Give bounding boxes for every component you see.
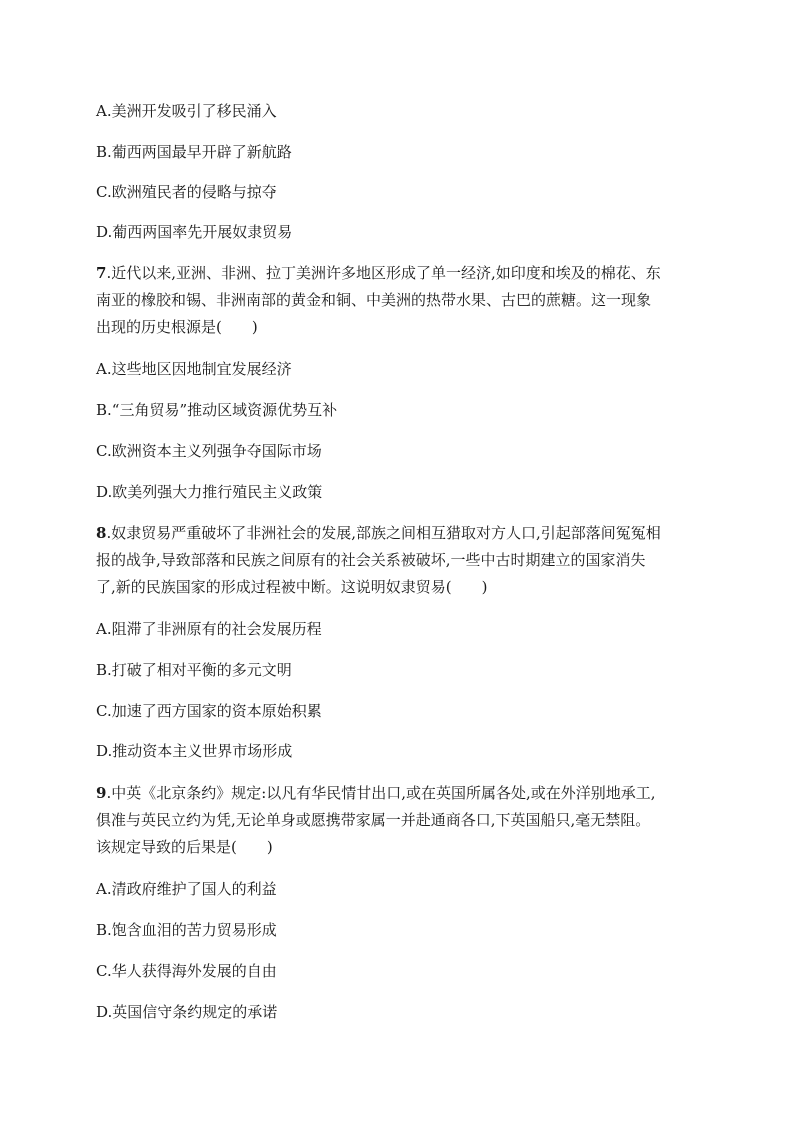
q6-option-b: B.葡西两国最早开辟了新航路 [96, 143, 292, 161]
q6-option-d: D.葡西两国率先开展奴隶贸易 [96, 223, 293, 241]
q6-option-a: A.美洲开发吸引了移民涌入 [96, 102, 277, 120]
q7-stem-line2: 南亚的橡胶和锡、非洲南部的黄金和铜、中美洲的热带水果、古巴的蔗糖。这一现象 [96, 291, 652, 309]
q6-option-c: C.欧洲殖民者的侵略与掠夺 [96, 183, 277, 201]
q8-option-c: C.加速了西方国家的资本原始积累 [96, 702, 322, 720]
q8-stem-line3: 了,新的民族国家的形成过程被中断。这说明奴隶贸易( ) [96, 578, 488, 596]
q9-stem-line2: 俱准与英民立约为凭,无论单身或愿携带家属一并赴通商各口,下英国船只,毫无禁阻。 [96, 811, 651, 829]
q8-stem-line1 [96, 523, 661, 543]
q8-option-a: A.阻滞了非洲原有的社会发展历程 [96, 620, 322, 638]
q9-stem-line3: 该规定导致的后果是( ) [96, 838, 273, 856]
q7-option-b: B.“三角贸易”推动区域资源优势互补 [96, 401, 338, 419]
q7-stem-line3: 出现的历史根源是( ) [96, 318, 258, 336]
q8-stem-text1: .奴隶贸易严重破坏了非洲社会的发展,部族之间相互猎取对方人口,引起部落间冤冤相 [106, 524, 661, 542]
q7-option-c: C.欧洲资本主义列强争夺国际市场 [96, 442, 322, 460]
q7-option-d: D.欧美列强大力推行殖民主义政策 [96, 483, 323, 501]
q8-option-b: B.打破了相对平衡的多元文明 [96, 661, 292, 679]
q7-number: 7 [96, 264, 107, 282]
q8-stem-line2: 报的战争,导致部落和民族之间原有的社会关系被破坏,一些中古时期建立的国家消失 [96, 551, 646, 569]
q9-option-d: D.英国信守条约规定的承诺 [96, 1003, 278, 1021]
q9-option-a: A.清政府维护了国人的利益 [96, 880, 277, 898]
q9-option-b: B.饱含血泪的苦力贸易形成 [96, 921, 277, 939]
q7-stem-line1 [96, 263, 661, 283]
q9-stem-line1 [96, 783, 656, 803]
q9-number: 9 [96, 784, 107, 802]
q7-option-a: A.这些地区因地制宜发展经济 [96, 360, 292, 378]
q7-stem-text1: .近代以来,亚洲、非洲、拉丁美洲许多地区形成了单一经济,如印度和埃及的棉花、东 [106, 264, 661, 282]
q9-option-c: C.华人获得海外发展的自由 [96, 962, 277, 980]
q8-number: 8 [96, 524, 107, 542]
q8-option-d: D.推动资本主义世界市场形成 [96, 742, 293, 760]
q9-stem-text1: .中英《北京条约》规定:以凡有华民情甘出口,或在英国所属各处,或在外洋别地承工, [106, 784, 656, 802]
